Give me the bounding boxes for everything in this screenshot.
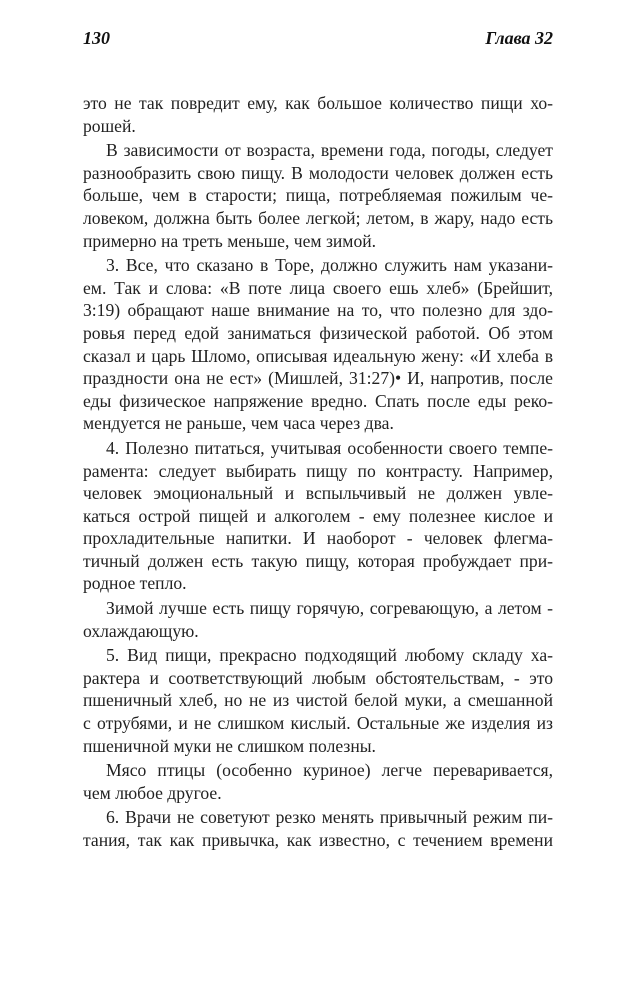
paragraph bbox=[83, 254, 553, 435]
text-line: Зимой лучше есть пищу горячую, согревающую, а летом - bbox=[106, 598, 553, 619]
text-line: с отрубями, и не слишком кислый. Остальные же изделия из bbox=[83, 713, 553, 734]
text-line: пшеничной муки не слишком полезны. bbox=[83, 735, 376, 756]
paragraph bbox=[83, 806, 553, 851]
text-line: мендуется не раньше, чем часа через два. bbox=[83, 413, 394, 434]
paragraph bbox=[83, 139, 553, 252]
text-line: 3. Все, что сказано в Торе, должно служить нам указани- bbox=[106, 255, 553, 276]
text-line: Мясо птицы (особенно куриное) легче переваривается, bbox=[106, 760, 553, 781]
chapter-title: Глава 32 bbox=[485, 28, 553, 48]
text-line: родное тепло. bbox=[83, 573, 187, 594]
text-line: это не так повредит ему, как большое количество пищи хо- bbox=[83, 93, 553, 113]
text-line: рамента: следует выбирать пищу по контрасту. Например, bbox=[83, 460, 553, 481]
paragraph bbox=[83, 597, 553, 642]
paragraph bbox=[83, 92, 553, 137]
text-line: больше, чем в старости; пища, потребляемая пожилым че- bbox=[83, 185, 553, 206]
text-line: 5. Вид пищи, прекрасно подходящий любому складу ха- bbox=[106, 645, 553, 666]
text-line: разнообразить свою пищу. В молодости человек должен есть bbox=[83, 162, 553, 183]
text-line: 6. Врачи не советуют резко менять привычный режим пи- bbox=[106, 807, 553, 828]
text-line: ровья перед едой заниматься физической работой. Об этом bbox=[83, 322, 553, 343]
text-line: примерно на треть меньше, чем зимой. bbox=[83, 230, 377, 251]
text-line: рактера и соответствующий любым обстоятельствам, - это bbox=[83, 667, 553, 688]
text-line: сказал и царь Шломо, описывая идеальную жену: «И хлеба в bbox=[83, 345, 553, 366]
page-number: 130 bbox=[83, 28, 110, 48]
text-line: В зависимости от возраста, времени года, погоды, следует bbox=[106, 140, 553, 161]
text-line: праздности она не ест» (Мишлей, 31:27)• И, напротив, после bbox=[83, 368, 553, 389]
text-line: еды физическое напряжение вредно. Спать после еды реко- bbox=[83, 390, 553, 411]
text-line: 4. Полезно питаться, учитывая особенности своего темпе- bbox=[106, 437, 553, 458]
text-line: ем. Так и слова: «В поте лица своего ешь хлеб» (Брейшит, bbox=[83, 277, 553, 298]
text-line: тания, так как привычка, как известно, с течением времени bbox=[83, 830, 553, 850]
text-line: ловеком, должна быть более легкой; летом, в жару, надо есть bbox=[83, 207, 553, 228]
text-line: тичный должен есть такую пищу, которая пробуждает при- bbox=[83, 550, 553, 571]
text-line: чем любое другое. bbox=[83, 782, 222, 803]
text-line: пшеничный хлеб, но не из чистой белой муки, а смешанной bbox=[83, 690, 553, 711]
page-body bbox=[83, 92, 553, 854]
text-line: прохладительные напитки. И наоборот - человек флегма- bbox=[83, 528, 553, 549]
paragraph bbox=[83, 437, 553, 595]
text-line: каться острой пищей и алкоголем - ему полезнее кислое и bbox=[83, 505, 553, 526]
text-line: рошей. bbox=[83, 115, 136, 136]
text-line: человек эмоциональный и вспыльчивый не должен увле- bbox=[83, 483, 553, 504]
text-line: охлаждающую. bbox=[83, 620, 199, 641]
running-header bbox=[83, 28, 553, 52]
text-line: 3:19) обращают наше внимание на то, что полезно для здо- bbox=[83, 300, 553, 321]
paragraph bbox=[83, 759, 553, 804]
paragraph bbox=[83, 644, 553, 757]
